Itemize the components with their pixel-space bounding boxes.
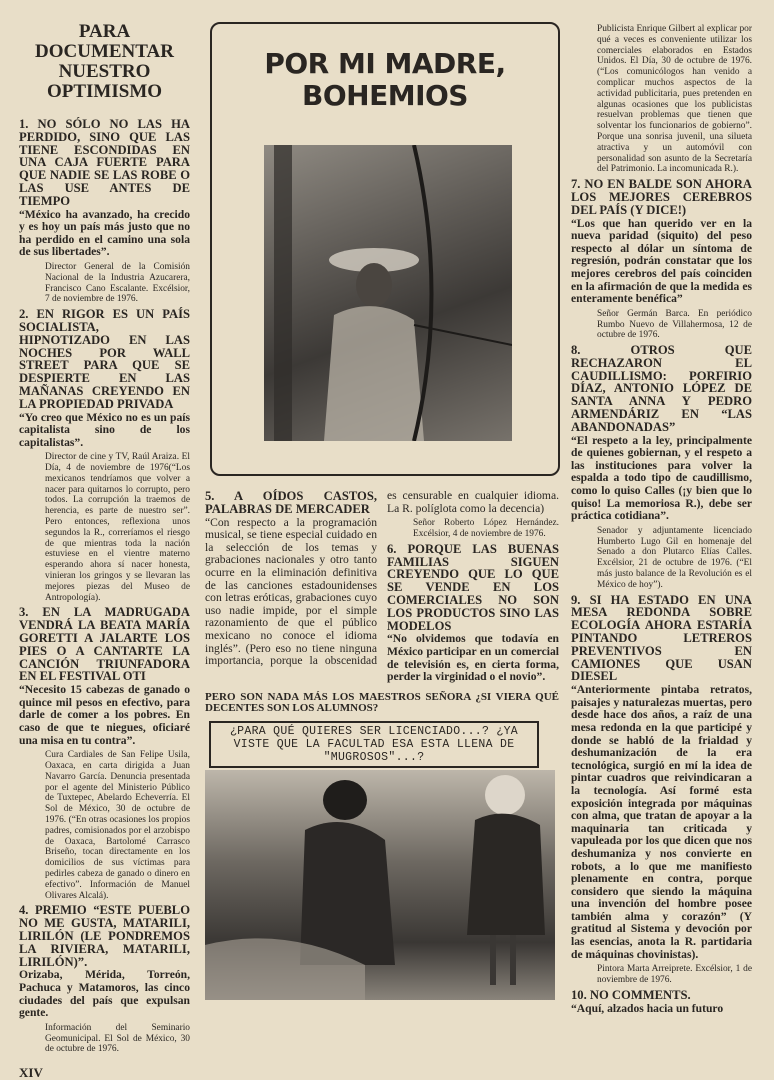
item-quote: “México ha avanzado, ha crecido y es hoy un país más justo que no ha perdido en el camino una sola de sus libertades”. xyxy=(19,207,190,259)
right-column xyxy=(571,24,752,1018)
item-quote: “No olvidemos que todavía en México participar en un comercial de televisión es, en cierta forma, perder la virginidad o el novio”. xyxy=(387,632,559,684)
item-3 xyxy=(19,606,190,901)
item-quote: “El respeto a la ley, principalmente de quienes gobiernan, y el respeto a las instituciones para volver la espalda a todo tipo de caudillismo, como lo quiso Calles (¡y bien que lo quiso! La memoriosa R.), debe ser práctica cotidiana”. xyxy=(571,433,752,523)
item-heading: 10. NO COMMENTS. xyxy=(571,987,691,1002)
item-10 xyxy=(571,989,752,1015)
classroom-photo xyxy=(205,770,555,1000)
item-source: Pintora Marta Arreiprete. Excélsior, 1 de noviembre de 1976. xyxy=(597,964,752,986)
item-4 xyxy=(19,904,190,1055)
item-quote: “Con respecto a la programación musical, se tiene especial cuidado en la selección de los temas y grabaciones nacionales y otro tanto ocurre en la eliminación definitiva de las canciones estadounidenses con letras eróticas, grabaciones cuyo uso nadie impide, por el simple razonamiento de que el público mexicano no conoce el idioma inglés”. (Pero eso no tiene ninguna importancia, porque la obscenidad es censurable en cualquier idioma. La R. políglota como la decencia) xyxy=(205,489,559,668)
item-heading: 1. NO SÓLO NO LAS HA PERDIDO, SINO QUE LAS TIENE ESCONDIDAS EN UNA CAJA FUERTE PARA QUE NADIE SE LAS ROBE O LAS USE ANTES DE TIEMPO xyxy=(19,117,190,208)
page-title: PARA DOCUMENTAR NUESTRO OPTIMISMO xyxy=(35,21,174,102)
item-heading: 2. EN RIGOR ES UN PAÍS SOCIALISTA, HIPNOTIZADO EN LAS NOCHES POR WALL STREET PARA QUE SE DESPIERTE EN LAS MAÑANAS CREYENDO EN LA PROPIEDAD PRIVADA xyxy=(19,307,190,411)
item-heading: 4. PREMIO “ESTE PUEBLO NO ME GUSTA, MATARILI, LIRILÓN (LE PONDREMOS LA RIVIERA, MATARILI, LIRILÓN)”. xyxy=(19,903,190,969)
item-source: Señor Germán Barca. En periódico Rumbo Nuevo de Villahermosa, 12 de octubre de 1976. xyxy=(597,308,752,341)
archer-illustration xyxy=(264,145,512,441)
archer-photo xyxy=(264,145,512,441)
item-quote: “Los que han querido ver en la nueva paridad (siquito) del peso respecto al dólar un síntoma de regresión, podrán constatar que los mejores cerebros del país coinciden en la afirmación de que la medida es enteramente benéfica” xyxy=(571,216,752,306)
item-heading: 3. EN LA MADRUGADA VENDRÁ LA BEATA MARÍA GORETTI A JALARTE LOS PIES O A CANTARTE LA CANCIÓN TRIUNFADORA EN EL FESTIVAL OTI xyxy=(19,605,190,684)
item-heading: 5. A OÍDOS CASTOS, PALABRAS DE MERCADER xyxy=(205,489,377,516)
item-quote: “Anteriormente pintaba retratos, paisajes y naturalezas muertas, pero desde hace dos años, a raíz de una mesa redonda en la que participé y donde se habló de la frialdad y deshumanización de la era tecnológica, surgió en mí la idea de pintar cuadros que reivindicaran a la tecnología. Así formé esta exposición integrada por máquinas con alma, que tratan de apoyar a la maquinaria tan criticada y vapuleada por los que dicen que nos deshumaniza y nos convierte en robots, a lo que me manifiesto plenamente en contra, porque considero que siendo la máquina una invención del hombre posee también alma y corazón” (Y gratitud al Sistema y devoción por las esencias, anota la R. partidaria de máquinas chovinistas). xyxy=(571,683,752,961)
item-source: Director General de la Comisión Nacional de la Industria Azucarera, Francisco Cano Escalante. Excélsior, 7 de noviembre de 1976. xyxy=(45,261,190,305)
left-column xyxy=(19,22,190,1080)
item-source: Cura Cardiales de San Felipe Usila, Oaxaca, en carta dirigida a Juan Navarro García. Denuncia presentada por el agente del Ministerio Público de Tuxtepec, Abelardo Echeverría. El Sol de México, 30 de octubre de 1976. (“En otras ocasiones los propios padres, comisionados por el arzobispo de Oaxaca, Bartolomé Carrasco Briseño, tocan directamente en los domicilios de sus víctimas para pedirles cabeza de ganado o dinero en efectivo”. Información de Manuel Olivares Alcalá). xyxy=(45,750,190,901)
item-quote: “Necesito 15 cabezas de ganado o quince mil pesos en efectivo, para darle de comer a los pobres. En caso de que te niegues, oficiaré una misa en tu contra”. xyxy=(19,683,190,747)
item-source: Director de cine y TV, Raúl Araiza. El Día, 4 de noviembre de 1976(“Los mexicanos tendríamos que volver a nacer para quitarnos lo corrupto, pero todos. La corrupción la traemos de herencia, es parte de nuestro ser”. Pero entonces, reflexiona unos segundos la R., correríamos el riesgo de que mientras toda la nación estuviese en el vientre materno esperando ahora sí nacer honesta, vinieran los gringos y se llevaran las mejores piezas del Museo de Antropología). xyxy=(45,452,190,603)
item-quote: Orizaba, Mérida, Torreón, Pachuca y Matamoros, las cinco ciudades del país que expulsan gente. xyxy=(19,968,190,1020)
item-heading: 6. PORQUE LAS BUENAS FAMILIAS SIGUEN CREYENDO QUE LO QUE SE VENDE EN LOS COMERCIALES NO SON LOS PRODUCTOS SINO LAS MODELOS xyxy=(387,541,559,633)
cartoon-caption: PERO SON NADA MÁS LOS MAESTROS SEÑORA ¿SI VIERA QUÉ DECENTES SON LOS ALUMNOS? xyxy=(205,690,559,715)
item-heading: 9. SI HA ESTADO EN UNA MESA REDONDA SOBRE ECOLOGÍA AHORA ESTARÍA PINTANDO LETREROS PREVENTIVOS EN CAMIONES QUE USAN DIESEL xyxy=(571,592,752,684)
item-quote: “Yo creo que México no es un país capitalista sino de los capitalistas”. xyxy=(19,410,190,449)
feature-box xyxy=(210,22,560,476)
item-7 xyxy=(571,178,752,341)
item-source: Información del Seminario Geomunicipal. El Sol de México, 30 de octubre de 1976. xyxy=(45,1022,190,1055)
classroom-illustration xyxy=(205,770,555,1000)
page-number: XIV xyxy=(19,1065,43,1080)
middle-column xyxy=(205,490,559,1000)
feature-title: POR MI MADRE, BOHEMIOS xyxy=(264,47,506,112)
item-source: Publicista Enrique Gilbert al explicar por qué a veces es conveniente utilizar los comerciales elaborados en Estados Unidos. El Día, 30 de octubre de 1976. (“Los comunicólogos han venido a complicar muchos aspectos de la actividad publicitaria, pues pretenden en algunas ocasiones que los publicistas resuelvan problemas que tienen que solventar los funcionarios de gobierno”. Porque una sonrisa juvenil, una silueta atractiva y un automóvil con personalidad son asunto de la Secretaría del Patrimonio. La incomunicada R.). xyxy=(597,24,752,175)
item-heading: 7. NO EN BALDE SON AHORA LOS MEJORES CEREBROS DEL PAÍS (Y DICE!) xyxy=(571,177,752,217)
item-source: Senador y adjuntamente licenciado Humberto Lugo Gil en homenaje del Senado a don Plutarco Elías Calles. Excélsior, 21 de octubre de 1976. (“El más justo balance de la Revolución es el México de hoy”). xyxy=(597,525,752,590)
item-heading: 8. OTROS QUE RECHAZARON EL CAUDILLISMO: PORFIRIO DÍAZ, ANTONIO LÓPEZ DE SANTA ANNA Y PEDRO ARMENDÁRIZ EN “LAS ABANDONADAS” xyxy=(571,343,752,434)
item-2 xyxy=(19,308,190,603)
item-8 xyxy=(571,344,752,591)
item-quote: “Aquí, alzados hacia un futuro xyxy=(571,1001,724,1015)
item-1 xyxy=(19,118,190,305)
middle-two-columns xyxy=(205,490,559,684)
cartoon-balloon: ¿PARA QUÉ QUIERES SER LICENCIADO...? ¿YA VISTE QUE LA FACULTAD ESA ESTA LLENA DE "MUGROSOS"...? xyxy=(209,721,539,768)
item-6 xyxy=(387,543,559,684)
item-6-continued xyxy=(571,24,752,175)
item-source: Señor Roberto López Hernández. Excélsior, 4 de noviembre de 1976. xyxy=(413,518,559,539)
item-9 xyxy=(571,594,752,986)
